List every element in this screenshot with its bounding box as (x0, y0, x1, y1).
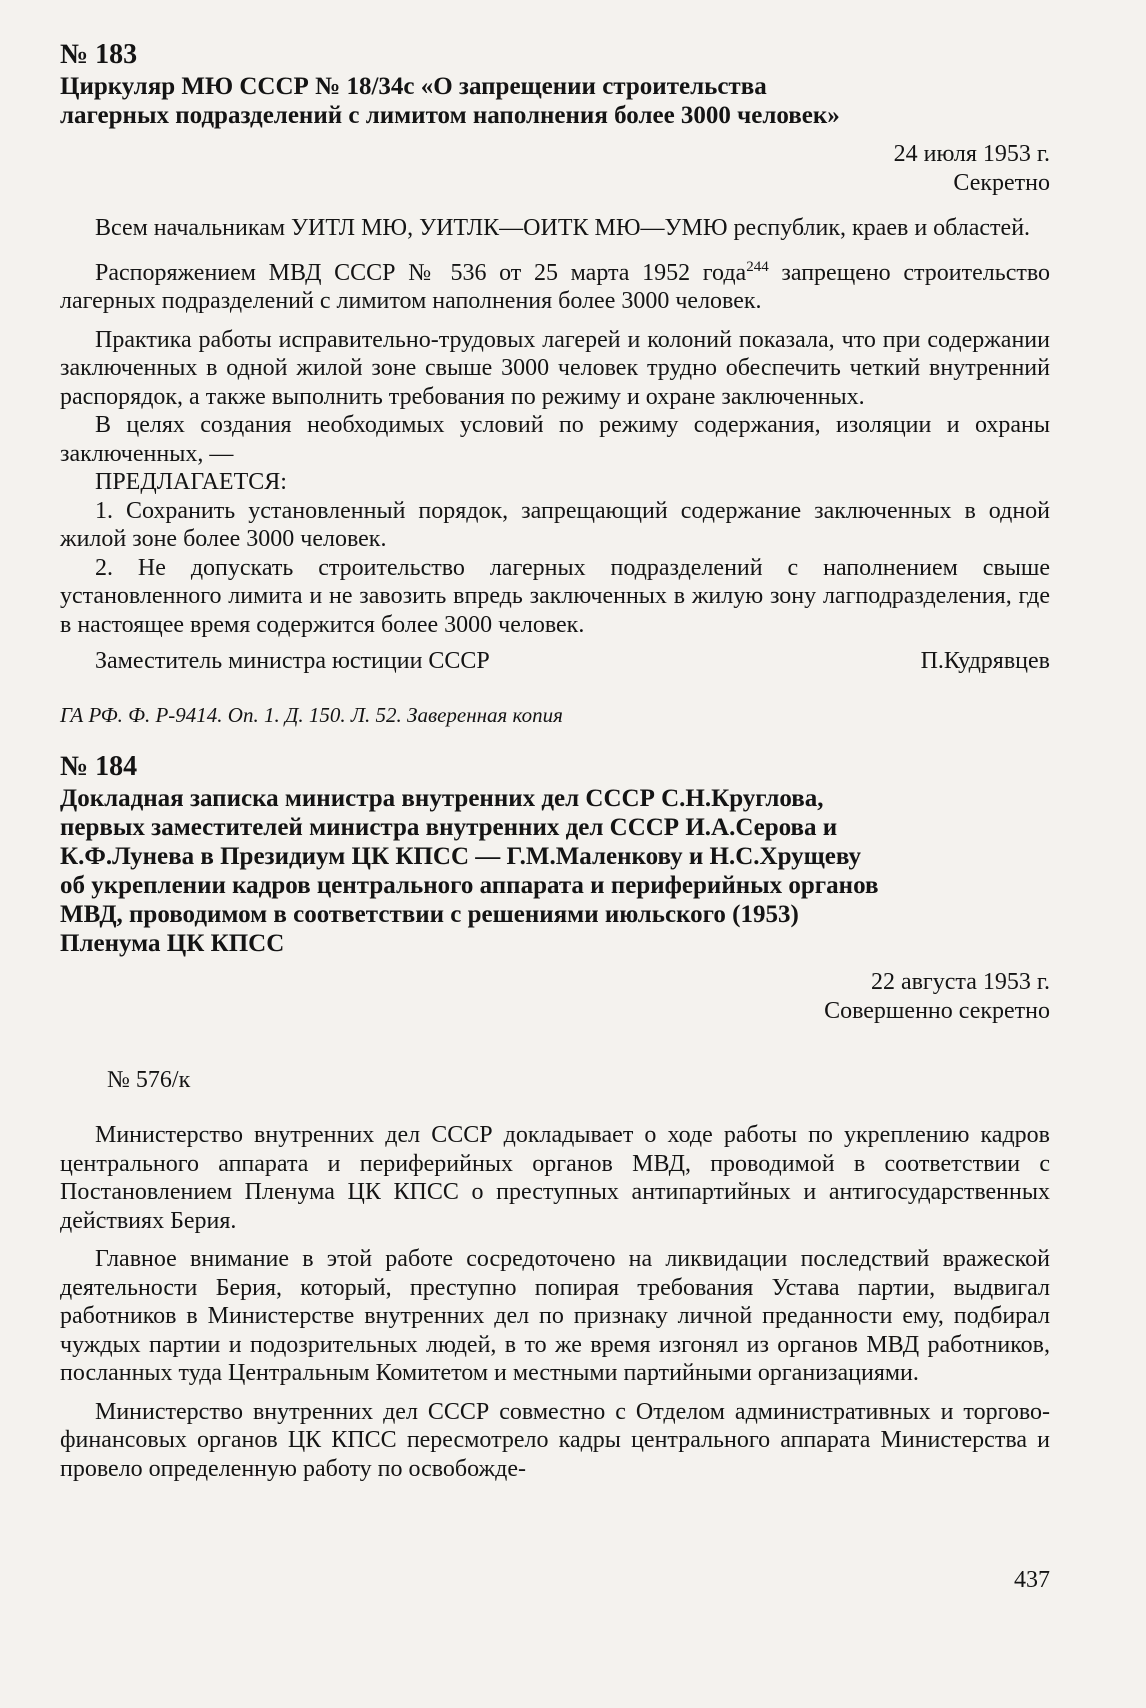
doc-183-number: № 183 (60, 39, 138, 70)
doc-184-date: 22 августа 1953 г. (870, 969, 1050, 995)
document-183 (60, 40, 1050, 728)
doc-184-title-line-1: Докладная записка министра внутренних дел СССР С.Н.Круглова, (60, 785, 824, 812)
doc-183-paragraph-1 (60, 259, 1050, 316)
doc-183-item-2: 2. Не допускать строительство лагерных подразделений с наполнением свыше установленного лимита и не завозить впредь заключенных в жилую зону лагподразделения, где в настоящее время содержится более 3000 человек. (60, 554, 1050, 638)
signature-title: Заместитель министра юстиции СССР (95, 648, 490, 674)
doc-184-classification: Совершенно секретно (824, 998, 1050, 1024)
footnote-marker-244: 244 (746, 258, 769, 275)
doc-184-title (60, 784, 1050, 958)
doc-183-addressee: Всем начальникам УИТЛ МЮ, УИТЛК—ОИТК МЮ—УМЮ республик, краев и областей. (95, 215, 1031, 241)
doc-183-paragraph-1-text: Распоряжением МВД СССР № 536 от 25 марта 1952 года (95, 259, 747, 286)
doc-183-paragraph-3: В целях создания необходимых условий по режиму содержания, изоляции и охраны заключенных, — (60, 412, 1050, 467)
document-184 (60, 752, 1050, 1483)
doc-184-title-line-5: МВД, проводимом в соответствии с решениями июльского (1953) (60, 901, 799, 928)
doc-184-reference-number: № 576/к (107, 1067, 191, 1093)
doc-184-paragraph-3: Министерство внутренних дел СССР совместно с Отделом административных и торгово-финансовых органов ЦК КПСС пересмотрело кадры центрального аппарата Министерства и провело определенную работу по освобожде- (60, 1398, 1050, 1482)
doc-184-title-line-2: первых заместителей министра внутренних дел СССР И.А.Серова и (60, 814, 838, 841)
page-number: 437 (1014, 1567, 1050, 1593)
doc-183-date: 24 июля 1953 г. (893, 141, 1050, 167)
doc-184-title-line-6: Пленума ЦК КПСС (60, 930, 285, 957)
doc-184-paragraph-2: Главное внимание в этой работе сосредоточено на ликвидации последствий вражеской деятельности Берия, который, преступно попирая требования Устава партии, выдвигал работников в Министерстве внутренних дел по признаку личной преданности ему, подбирал чуждых партии и подозрительных людей, в то же время изгонял из органов МВД работников, посланных туда Центральным Комитетом и местными партийными организациями. (60, 1246, 1050, 1386)
doc-184-title-line-3: К.Ф.Лунева в Президиум ЦК КПСС — Г.М.Маленкову и Н.С.Хрущеву (60, 843, 862, 870)
doc-183-classification: Секретно (953, 170, 1050, 196)
doc-183-proposal-heading: ПРЕДЛАГАЕТСЯ: (95, 469, 287, 495)
doc-183-title-line-2: лагерных подразделений с лимитом наполнения более 3000 человек» (60, 102, 840, 129)
doc-183-title-line-1: Циркуляр МЮ СССР № 18/34с «О запрещении строительства (60, 73, 767, 100)
signature-name: П.Кудрявцев (920, 648, 1050, 674)
doc-184-number: № 184 (60, 751, 138, 782)
doc-183-title (60, 72, 1050, 130)
doc-183-paragraph-1-rest: запрещено строительство лагерных подразделений с лимитом наполнения более 3000 человек. (60, 259, 1051, 314)
doc-184-paragraph-1: Министерство внутренних дел СССР докладывает о ходе работы по укреплению кадров центрального аппарата и периферийных органов МВД, проводимой в соответствии с Постановлением Пленума ЦК КПСС о преступных антипартийных и антигосударственных действиях Берия. (60, 1122, 1050, 1234)
doc-183-signature (60, 647, 1050, 676)
doc-183-item-1: 1. Сохранить установленный порядок, запрещающий содержание заключенных в одной жилой зоне более 3000 человек. (60, 497, 1050, 552)
doc-183-archive-source: ГА РФ. Ф. Р-9414. Оп. 1. Д. 150. Л. 52. Заверенная копия (60, 703, 563, 727)
doc-183-paragraph-2: Практика работы исправительно-трудовых лагерей и колоний показала, что при содержании заключенных в одной жилой зоне свыше 3000 человек трудно обеспечить четкий внутренний распорядок, а также выполнить требования по режиму и охране заключенных. (60, 326, 1050, 410)
doc-184-title-line-4: об укреплении кадров центрального аппарата и периферийных органов (60, 872, 879, 899)
